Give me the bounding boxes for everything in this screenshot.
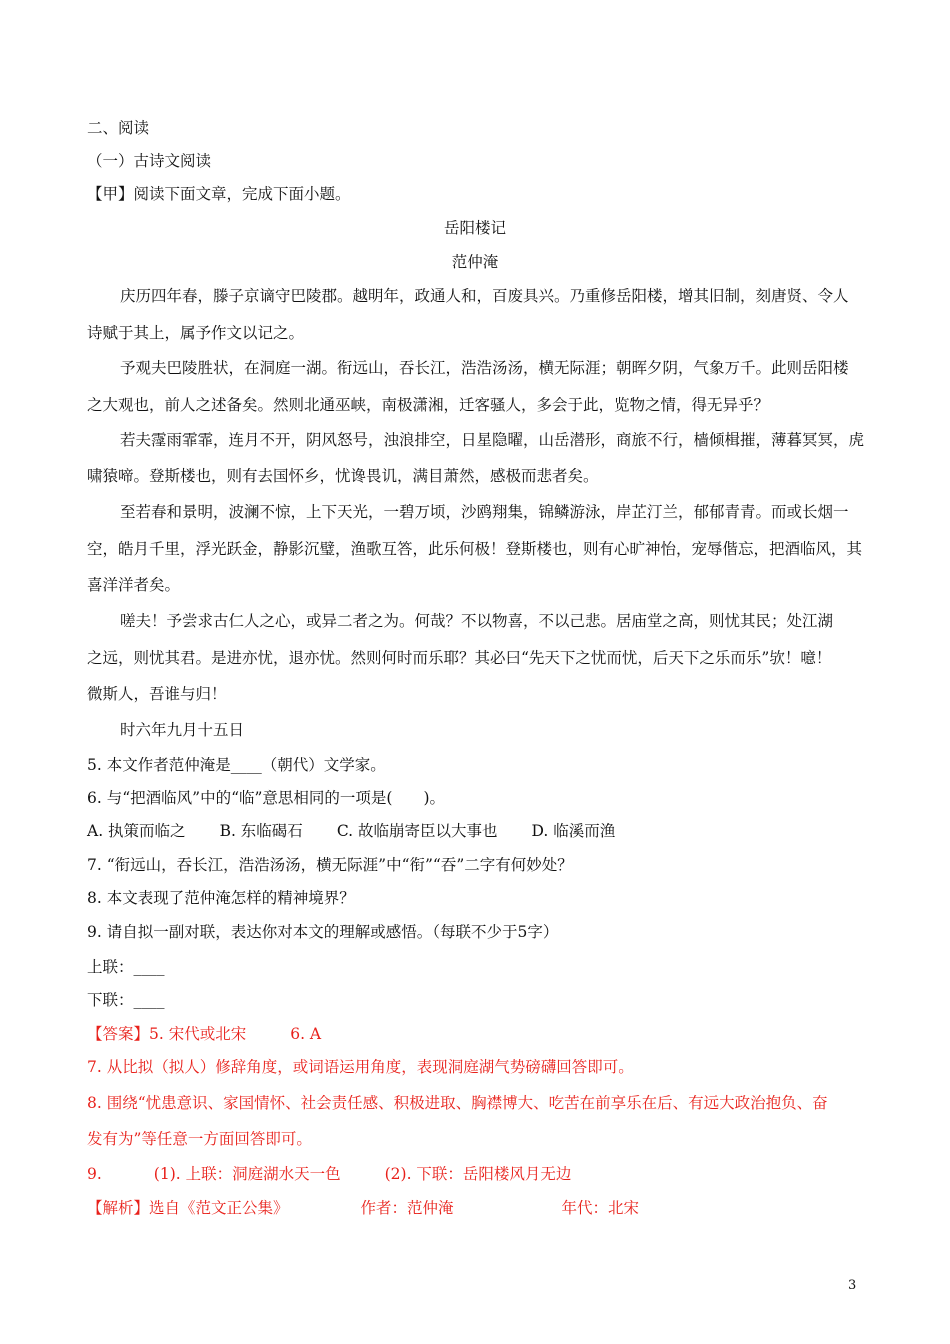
answer-8-line-2: 发有为”等任意一方面回答即可。 xyxy=(87,1130,312,1148)
option-c: C. 故临崩寄臣以大事也 xyxy=(336,822,498,840)
paragraph-3-line-2: 啸猿啼。登斯楼也，则有去国怀乡，忧谗畏讥，满目萧然，感极而悲者矣。 xyxy=(87,467,599,485)
instruction: 【甲】阅读下面文章，完成下面小题。 xyxy=(87,185,351,203)
lower-couplet-blank: 下联：____ xyxy=(87,991,165,1009)
paragraph-4-line-1: 至若春和景明，波澜不惊，上下天光，一碧万顷，沙鸥翔集，锦鳞游泳，岸芷汀兰，郁郁青青。而或长烟一 xyxy=(120,503,849,521)
paragraph-4-line-2: 空，皓月千里，浮光跃金，静影沉璧，渔歌互答，此乐何极！登斯楼也，则有心旷神怡，宠辱偕忘，把酒临风，其 xyxy=(87,540,863,558)
paragraph-5-line-3: 微斯人，吾谁与归！ xyxy=(87,685,227,703)
paragraph-1-line-1: 庆历四年春，滕子京谪守巴陵郡。越明年，政通人和，百废具兴。乃重修岳阳楼，增其旧制，刻唐贤、令人 xyxy=(120,287,849,305)
answer-5: 【答案】5. 宋代或北宋 xyxy=(87,1025,247,1043)
paragraph-3-line-1: 若夫霪雨霏霏，连月不开，阴风怒号，浊浪排空，日星隐曜，山岳潜形，商旅不行，樯倾楫摧，薄暮冥冥，虎 xyxy=(120,431,865,449)
answer-7: 7. 从比拟（拟人）修辞角度，或词语运用角度，表现洞庭湖气势磅礴回答即可。 xyxy=(87,1058,634,1076)
answer-9-number: 9. xyxy=(87,1165,102,1183)
question-5: 5. 本文作者范仲淹是____（朝代）文学家。 xyxy=(87,756,386,774)
article-date: 时六年九月十五日 xyxy=(120,721,245,739)
section-title: 二、阅读 xyxy=(87,119,150,137)
paragraph-2-line-1: 予观夫巴陵胜状，在洞庭一湖。衔远山，吞长江，浩浩汤汤，横无际涯；朝晖夕阴，气象万千。此则岳阳楼 xyxy=(120,359,849,377)
upper-couplet-blank: 上联：____ xyxy=(87,958,165,976)
paragraph-5-line-1: 嗟夫！予尝求古仁人之心，或异二者之为。何哉？不以物喜，不以己悲。居庙堂之高，则忧其民；处江湖 xyxy=(120,612,834,630)
paragraph-4-line-3: 喜洋洋者矣。 xyxy=(87,576,181,594)
article-title: 岳阳楼记 xyxy=(443,219,506,237)
question-8: 8. 本文表现了范仲淹怎样的精神境界？ xyxy=(87,889,355,907)
paragraph-5-line-2: 之远，则忧其君。是进亦忧，退亦忧。然则何时而乐耶？其必曰“先天下之忧而忧，后天下之乐而乐”欤！噫！ xyxy=(87,649,832,667)
question-6: 6. 与“把酒临风”中的“临”意思相同的一项是( )。 xyxy=(87,789,446,807)
subsection-title: （一）古诗文阅读 xyxy=(87,152,212,170)
option-a: A. 执策而临之 xyxy=(87,822,186,840)
analysis-source: 【解析】选自《范文正公集》 xyxy=(87,1199,289,1217)
option-b: B. 东临碣石 xyxy=(219,822,303,840)
question-6-options xyxy=(87,821,877,841)
option-d: D. 临溪而渔 xyxy=(531,822,616,840)
question-9: 9. 请自拟一副对联，表达你对本文的理解或感悟。（每联不少于5字） xyxy=(87,923,559,941)
answer-9-upper: (1). 上联：洞庭湖水天一色 xyxy=(153,1165,341,1183)
article-author: 范仲淹 xyxy=(451,253,499,271)
analysis-era: 年代：北宋 xyxy=(561,1199,640,1217)
answer-9-lower: (2). 下联：岳阳楼风月无边 xyxy=(384,1165,572,1183)
page-number: 3 xyxy=(848,1278,857,1293)
question-7: 7. “衔远山，吞长江，浩浩汤汤，横无际涯”中“衔”“吞”二字有何妙处？ xyxy=(87,856,573,874)
answer-8-line-1: 8. 围绕“忧患意识、家国情怀、社会责任感、积极进取、胸襟博大、吃苦在前享乐在后、有远大政治抱负、奋 xyxy=(87,1094,828,1112)
analysis-author: 作者：范仲淹 xyxy=(360,1199,454,1217)
answer-9 xyxy=(87,1164,877,1184)
analysis-line xyxy=(87,1198,877,1218)
answer-5-6 xyxy=(87,1024,877,1044)
paragraph-1-line-2: 诗赋于其上，属予作文以记之。 xyxy=(87,324,305,342)
paragraph-2-line-2: 之大观也，前人之述备矣。然则北通巫峡，南极潇湘，迁客骚人，多会于此，览物之情，得无异乎？ xyxy=(87,396,770,414)
answer-6: 6. A xyxy=(290,1025,322,1043)
